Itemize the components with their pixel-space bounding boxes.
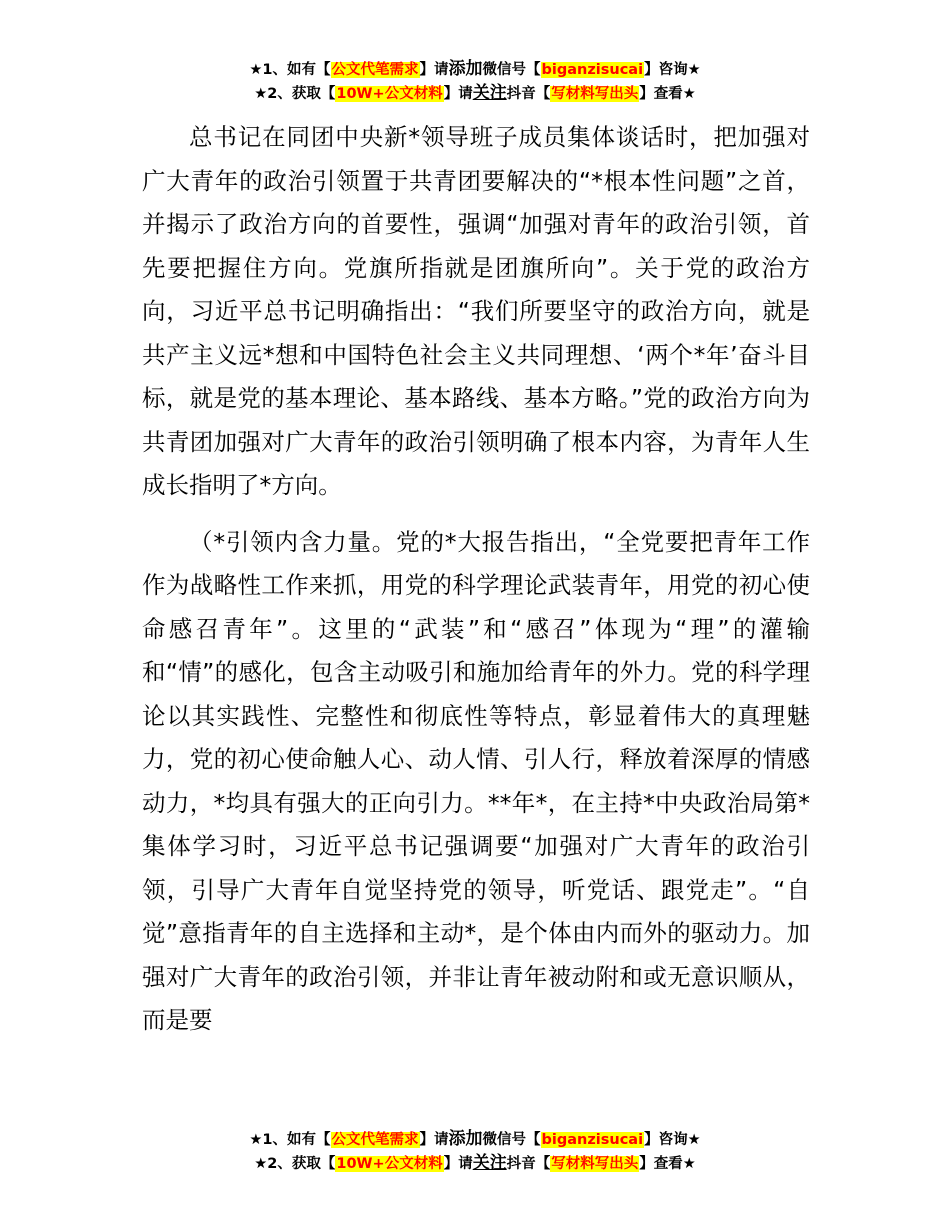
- footer-line-1-mid: 】请: [419, 1132, 449, 1148]
- header-line-1-highlight-service: 公文代笔需求: [331, 62, 419, 78]
- footer-line-1-suffix: 】咨询★: [644, 1132, 701, 1148]
- footer-line-2-mid2: 抖音【: [506, 1156, 551, 1172]
- footer-line-2-emphasis: 关注: [472, 1153, 507, 1173]
- header-line-2: [0, 81, 950, 105]
- footer-line-1-mid2: 微信号【: [482, 1132, 541, 1148]
- header-line-2-emphasis: 关注: [472, 83, 507, 103]
- footer-line-1-highlight-wechat: biganzisucai: [541, 1132, 644, 1148]
- header-line-2-suffix: 】查看★: [639, 86, 696, 102]
- header-line-1-prefix: ★1、如有【: [249, 62, 331, 78]
- header-line-2-mid: 】请: [443, 86, 473, 102]
- body-paragraph-2: （*引领内含力量。党的*大报告指出，“全党要把青年工作作为战略性工作来抓，用党的科学理论武装青年，用党的初心使命感召青年”。这里的“武装”和“感召”体现为“理”的灌输和“情”的感化，包含主动吸引和施加给青年的外力。党的科学理论以其实践性、完整性和彻底性等特点，彰显着伟大的真理魅力，党的初心使命触人心、动人情、引人行，释放着深厚的情感动力，*均具有强大的正向引力。**年*，在主持*中央政治局第*集体学习时，习近平总书记强调要“加强对广大青年的政治引领，引导广大青年自觉坚持党的领导，听党话、跟党走”。“自觉”意指青年的自主选择和主动*，是个体由内而外的驱动力。加强对广大青年的政治引领，并非让青年被动附和或无意识顺从，而是要: [142, 527, 810, 1034]
- header-line-1-emphasis: 添加: [448, 59, 483, 79]
- footer-line-1-prefix: ★1、如有【: [249, 1132, 331, 1148]
- header-line-1-highlight-wechat: biganzisucai: [541, 62, 644, 78]
- footer-line-1-highlight-service: 公文代笔需求: [331, 1132, 419, 1148]
- body-paragraph-1: 总书记在同团中央新*领导班子成员集体谈话时，把加强对广大青年的政治引领置于共青团要解决的“*根本性问题”之首，并揭示了政治方向的首要性，强调“加强对青年的政治引领，首先要把握住方向。党旗所指就是团旗所向”。关于党的政治方向，习近平总书记明确指出：“我们所要坚守的政治方向，就是共产主义远*想和中国特色社会主义共同理想、‘两个*年’奋斗目标，就是党的基本理论、基本路线、基本方略。”党的政治方向为共青团加强对广大青年的政治引领明确了根本内容，为青年人生成长指明了*方向。: [142, 123, 810, 499]
- header-line-1-mid2: 微信号【: [482, 62, 541, 78]
- header-line-1: [0, 57, 950, 81]
- header-line-1-suffix: 】咨询★: [644, 62, 701, 78]
- header-line-2-highlight-douyin: 写材料写出头: [551, 86, 639, 102]
- header-line-2-prefix: ★2、获取【: [254, 86, 336, 102]
- header-line-2-mid2: 抖音【: [506, 86, 551, 102]
- footer-line-2-highlight-materials: 10W+公文材料: [336, 1156, 443, 1172]
- footer-line-2-mid: 】请: [443, 1156, 473, 1172]
- footer-line-2-prefix: ★2、获取【: [254, 1156, 336, 1172]
- header-line-1-mid: 】请: [419, 62, 449, 78]
- footer-line-2-suffix: 】查看★: [639, 1156, 696, 1172]
- header-line-2-highlight-materials: 10W+公文材料: [336, 86, 443, 102]
- footer-line-1-emphasis: 添加: [448, 1129, 483, 1149]
- footer-line-2-highlight-douyin: 写材料写出头: [551, 1156, 639, 1172]
- footer-line-1: [0, 1127, 950, 1151]
- header-banner: [0, 57, 950, 105]
- footer-line-2: [0, 1151, 950, 1175]
- footer-banner: [0, 1127, 950, 1175]
- document-body: [142, 116, 810, 1043]
